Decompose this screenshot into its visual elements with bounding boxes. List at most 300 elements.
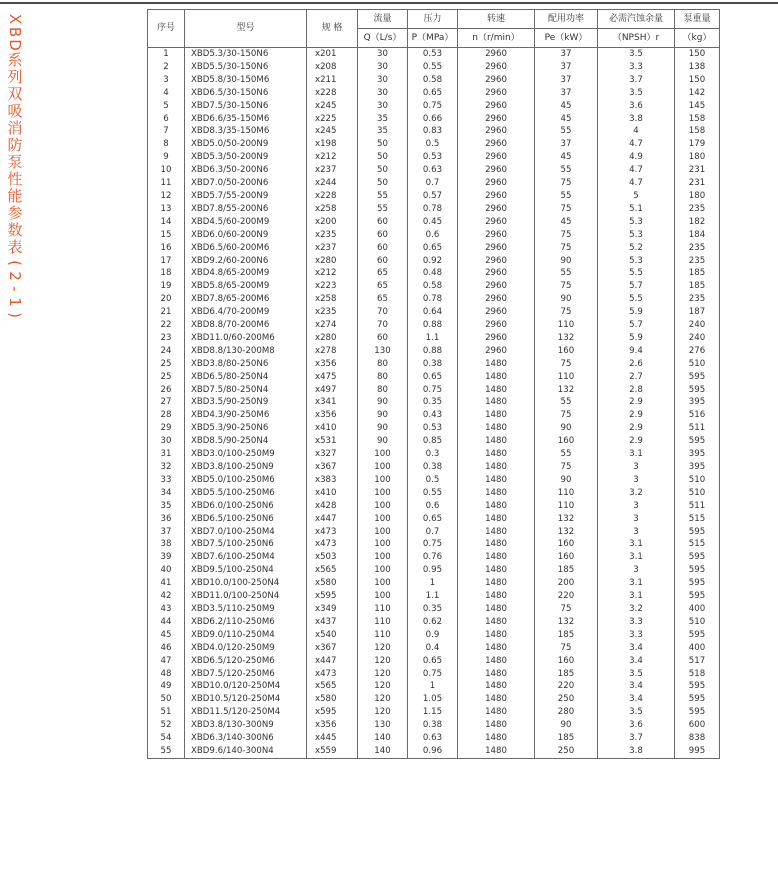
cell-power: 75 <box>535 358 598 371</box>
cell-power: 45 <box>535 100 598 113</box>
cell-weight: 595 <box>675 384 720 397</box>
header-weight: 泵重量 <box>675 10 720 29</box>
cell-weight: 180 <box>675 190 720 203</box>
cell-pressure: 0.3 <box>408 448 458 461</box>
cell-power: 110 <box>535 487 598 500</box>
table-row <box>148 706 720 719</box>
cell-spec: x208 <box>307 61 358 74</box>
side-title-char: B <box>6 26 24 38</box>
table-row <box>148 732 720 745</box>
cell-model: XBD7.8/55-200N6 <box>185 203 307 216</box>
cell-pressure: 1.1 <box>408 590 458 603</box>
cell-idx: 27 <box>148 396 185 409</box>
cell-npsh: 3.1 <box>598 551 675 564</box>
cell-speed: 2960 <box>458 74 535 87</box>
cell-speed: 1480 <box>458 526 535 539</box>
cell-spec: x280 <box>307 332 358 345</box>
cell-pressure: 0.75 <box>408 538 458 551</box>
cell-weight: 400 <box>675 642 720 655</box>
cell-weight: 235 <box>675 203 720 216</box>
cell-flow: 30 <box>358 74 408 87</box>
cell-model: XBD3.5/110-250M9 <box>185 603 307 616</box>
cell-spec: x475 <box>307 371 358 384</box>
cell-spec: x383 <box>307 474 358 487</box>
cell-power: 90 <box>535 293 598 306</box>
cell-npsh: 3.5 <box>598 87 675 100</box>
cell-speed: 2960 <box>458 100 535 113</box>
table-row <box>148 538 720 551</box>
cell-flow: 110 <box>358 629 408 642</box>
cell-speed: 1480 <box>458 732 535 745</box>
cell-npsh: 2.7 <box>598 371 675 384</box>
cell-spec: x228 <box>307 190 358 203</box>
cell-power: 110 <box>535 500 598 513</box>
cell-idx: 19 <box>148 280 185 293</box>
cell-idx: 55 <box>148 745 185 758</box>
header-pressure-unit: P（MPa） <box>408 29 458 48</box>
cell-flow: 90 <box>358 435 408 448</box>
side-title-char: X <box>6 13 24 25</box>
cell-model: XBD4.8/65-200M9 <box>185 267 307 280</box>
cell-power: 132 <box>535 526 598 539</box>
cell-pressure: 0.88 <box>408 345 458 358</box>
cell-pressure: 0.92 <box>408 255 458 268</box>
cell-weight: 395 <box>675 448 720 461</box>
cell-model: XBD9.5/100-250N4 <box>185 564 307 577</box>
cell-power: 90 <box>535 474 598 487</box>
cell-pressure: 0.88 <box>408 319 458 332</box>
side-title-char: 性 <box>7 170 23 188</box>
cell-model: XBD4.0/120-250M9 <box>185 642 307 655</box>
cell-power: 55 <box>535 267 598 280</box>
cell-pressure: 1.05 <box>408 693 458 706</box>
cell-spec: x447 <box>307 655 358 668</box>
cell-weight: 595 <box>675 564 720 577</box>
cell-speed: 1480 <box>458 590 535 603</box>
cell-speed: 1480 <box>458 706 535 719</box>
cell-npsh: 5.3 <box>598 229 675 242</box>
cell-speed: 1480 <box>458 577 535 590</box>
table-row <box>148 668 720 681</box>
cell-weight: 595 <box>675 371 720 384</box>
table-row <box>148 384 720 397</box>
cell-flow: 100 <box>358 474 408 487</box>
cell-npsh: 2.9 <box>598 396 675 409</box>
table-row <box>148 203 720 216</box>
table-row <box>148 125 720 138</box>
table-row <box>148 500 720 513</box>
cell-spec: x595 <box>307 706 358 719</box>
cell-weight: 187 <box>675 306 720 319</box>
cell-idx: 49 <box>148 680 185 693</box>
cell-spec: x356 <box>307 358 358 371</box>
cell-model: XBD5.0/50-200N9 <box>185 138 307 151</box>
cell-idx: 22 <box>148 319 185 332</box>
cell-flow: 110 <box>358 603 408 616</box>
cell-npsh: 5.9 <box>598 306 675 319</box>
cell-npsh: 3.1 <box>598 448 675 461</box>
header-model: 型号 <box>185 10 307 48</box>
table-row <box>148 345 720 358</box>
cell-speed: 2960 <box>458 203 535 216</box>
cell-spec: x349 <box>307 603 358 616</box>
cell-weight: 235 <box>675 255 720 268</box>
table-row <box>148 448 720 461</box>
cell-spec: x367 <box>307 642 358 655</box>
cell-spec: x258 <box>307 293 358 306</box>
cell-speed: 2960 <box>458 87 535 100</box>
cell-pressure: 0.65 <box>408 655 458 668</box>
cell-idx: 17 <box>148 255 185 268</box>
cell-speed: 1480 <box>458 448 535 461</box>
cell-speed: 1480 <box>458 422 535 435</box>
table-row <box>148 719 720 732</box>
cell-speed: 1480 <box>458 551 535 564</box>
table-header <box>148 10 720 48</box>
cell-idx: 20 <box>148 293 185 306</box>
table-row <box>148 216 720 229</box>
cell-model: XBD6.5/30-150N6 <box>185 87 307 100</box>
cell-power: 132 <box>535 513 598 526</box>
cell-power: 132 <box>535 384 598 397</box>
side-title-char: D <box>6 39 24 51</box>
cell-power: 132 <box>535 332 598 345</box>
side-title-char: ( <box>6 260 24 266</box>
table-row <box>148 642 720 655</box>
cell-weight: 510 <box>675 358 720 371</box>
cell-npsh: 3 <box>598 461 675 474</box>
cell-flow: 90 <box>358 422 408 435</box>
cell-flow: 60 <box>358 229 408 242</box>
table-row <box>148 616 720 629</box>
cell-npsh: 5.5 <box>598 293 675 306</box>
cell-idx: 14 <box>148 216 185 229</box>
cell-flow: 50 <box>358 151 408 164</box>
cell-spec: x410 <box>307 422 358 435</box>
cell-npsh: 3.7 <box>598 74 675 87</box>
cell-model: XBD3.8/100-250N9 <box>185 461 307 474</box>
cell-speed: 1480 <box>458 629 535 642</box>
cell-npsh: 3.3 <box>598 616 675 629</box>
cell-pressure: 0.55 <box>408 487 458 500</box>
table-row <box>148 267 720 280</box>
cell-power: 75 <box>535 280 598 293</box>
cell-power: 45 <box>535 113 598 126</box>
cell-speed: 2960 <box>458 61 535 74</box>
cell-spec: x473 <box>307 668 358 681</box>
cell-flow: 90 <box>358 409 408 422</box>
cell-npsh: 3.1 <box>598 590 675 603</box>
cell-flow: 30 <box>358 87 408 100</box>
cell-weight: 150 <box>675 74 720 87</box>
cell-flow: 140 <box>358 745 408 758</box>
cell-model: XBD3.5/90-250N9 <box>185 396 307 409</box>
cell-npsh: 5.7 <box>598 280 675 293</box>
cell-weight: 180 <box>675 151 720 164</box>
cell-idx: 32 <box>148 461 185 474</box>
cell-speed: 2960 <box>458 267 535 280</box>
cell-speed: 1480 <box>458 538 535 551</box>
cell-model: XBD6.5/60-200M6 <box>185 242 307 255</box>
cell-npsh: 3.7 <box>598 732 675 745</box>
cell-power: 185 <box>535 629 598 642</box>
header-idx: 序号 <box>148 10 185 48</box>
cell-spec: x410 <box>307 487 358 500</box>
cell-npsh: 4.9 <box>598 151 675 164</box>
cell-power: 90 <box>535 719 598 732</box>
cell-spec: x278 <box>307 345 358 358</box>
cell-npsh: 4.7 <box>598 177 675 190</box>
cell-weight: 182 <box>675 216 720 229</box>
cell-speed: 1480 <box>458 603 535 616</box>
cell-speed: 1480 <box>458 474 535 487</box>
cell-spec: x327 <box>307 448 358 461</box>
cell-pressure: 0.58 <box>408 280 458 293</box>
cell-flow: 100 <box>358 500 408 513</box>
cell-speed: 1480 <box>458 409 535 422</box>
cell-power: 75 <box>535 177 598 190</box>
cell-model: XBD7.5/120-250M6 <box>185 668 307 681</box>
cell-model: XBD5.8/30-150M6 <box>185 74 307 87</box>
cell-model: XBD6.3/50-200N6 <box>185 164 307 177</box>
cell-idx: 35 <box>148 500 185 513</box>
table-row <box>148 306 720 319</box>
cell-weight: 510 <box>675 474 720 487</box>
cell-spec: x235 <box>307 229 358 242</box>
cell-speed: 1480 <box>458 668 535 681</box>
cell-idx: 45 <box>148 629 185 642</box>
cell-weight: 179 <box>675 138 720 151</box>
cell-model: XBD9.6/140-300N4 <box>185 745 307 758</box>
cell-spec: x473 <box>307 526 358 539</box>
cell-npsh: 4.7 <box>598 164 675 177</box>
cell-weight: 158 <box>675 125 720 138</box>
side-title-char: 1 <box>6 297 24 307</box>
cell-model: XBD3.0/100-250M9 <box>185 448 307 461</box>
cell-weight: 838 <box>675 732 720 745</box>
cell-flow: 100 <box>358 526 408 539</box>
cell-speed: 2960 <box>458 190 535 203</box>
cell-pressure: 0.53 <box>408 48 458 61</box>
cell-power: 132 <box>535 616 598 629</box>
table-row <box>148 590 720 603</box>
header-flow-unit: Q（L/s） <box>358 29 408 48</box>
cell-model: XBD7.0/100-250M4 <box>185 526 307 539</box>
cell-speed: 1480 <box>458 371 535 384</box>
cell-spec: x225 <box>307 113 358 126</box>
cell-idx: 8 <box>148 138 185 151</box>
cell-npsh: 5.5 <box>598 267 675 280</box>
cell-flow: 120 <box>358 693 408 706</box>
cell-power: 185 <box>535 732 598 745</box>
cell-idx: 41 <box>148 577 185 590</box>
cell-model: XBD11.0/60-200M6 <box>185 332 307 345</box>
cell-idx: 47 <box>148 655 185 668</box>
cell-model: XBD5.0/100-250M6 <box>185 474 307 487</box>
cell-idx: 42 <box>148 590 185 603</box>
cell-model: XBD7.8/65-200M6 <box>185 293 307 306</box>
table-row <box>148 319 720 332</box>
cell-pressure: 0.64 <box>408 306 458 319</box>
cell-idx: 33 <box>148 474 185 487</box>
table-row <box>148 396 720 409</box>
cell-power: 75 <box>535 603 598 616</box>
cell-spec: x559 <box>307 745 358 758</box>
cell-spec: x200 <box>307 216 358 229</box>
cell-power: 160 <box>535 345 598 358</box>
cell-weight: 595 <box>675 526 720 539</box>
side-title-char: 2 <box>6 271 24 281</box>
cell-pressure: 0.75 <box>408 668 458 681</box>
cell-npsh: 5.3 <box>598 216 675 229</box>
cell-pressure: 0.65 <box>408 371 458 384</box>
table-row <box>148 151 720 164</box>
cell-pressure: 0.38 <box>408 358 458 371</box>
table-row <box>148 61 720 74</box>
cell-pressure: 0.65 <box>408 242 458 255</box>
cell-speed: 2960 <box>458 216 535 229</box>
table-row <box>148 332 720 345</box>
cell-flow: 70 <box>358 306 408 319</box>
cell-npsh: 2.8 <box>598 384 675 397</box>
cell-pressure: 0.53 <box>408 422 458 435</box>
cell-weight: 184 <box>675 229 720 242</box>
cell-power: 160 <box>535 655 598 668</box>
cell-flow: 65 <box>358 293 408 306</box>
cell-weight: 595 <box>675 551 720 564</box>
cell-npsh: 3 <box>598 500 675 513</box>
cell-weight: 235 <box>675 242 720 255</box>
side-title-char: ) <box>6 312 24 318</box>
cell-model: XBD7.5/80-250N4 <box>185 384 307 397</box>
cell-pressure: 0.95 <box>408 564 458 577</box>
cell-model: XBD10.5/120-250M4 <box>185 693 307 706</box>
table-row <box>148 358 720 371</box>
cell-pressure: 0.62 <box>408 616 458 629</box>
cell-flow: 55 <box>358 190 408 203</box>
table-row <box>148 551 720 564</box>
table-row <box>148 461 720 474</box>
cell-npsh: 3.2 <box>598 603 675 616</box>
cell-weight: 595 <box>675 629 720 642</box>
cell-speed: 1480 <box>458 680 535 693</box>
cell-flow: 55 <box>358 203 408 216</box>
cell-pressure: 0.55 <box>408 61 458 74</box>
cell-npsh: 3 <box>598 526 675 539</box>
cell-idx: 12 <box>148 190 185 203</box>
cell-model: XBD5.5/100-250M6 <box>185 487 307 500</box>
cell-npsh: 2.6 <box>598 358 675 371</box>
cell-power: 220 <box>535 680 598 693</box>
cell-idx: 43 <box>148 603 185 616</box>
cell-pressure: 0.63 <box>408 164 458 177</box>
cell-model: XBD10.0/100-250N4 <box>185 577 307 590</box>
header-weight-unit: （kg） <box>675 29 720 48</box>
cell-npsh: 9.4 <box>598 345 675 358</box>
cell-speed: 2960 <box>458 125 535 138</box>
cell-idx: 38 <box>148 538 185 551</box>
cell-power: 90 <box>535 422 598 435</box>
cell-power: 45 <box>535 216 598 229</box>
cell-npsh: 2.9 <box>598 422 675 435</box>
cell-speed: 1480 <box>458 655 535 668</box>
cell-spec: x258 <box>307 203 358 216</box>
cell-npsh: 4.7 <box>598 138 675 151</box>
cell-power: 37 <box>535 61 598 74</box>
cell-power: 110 <box>535 371 598 384</box>
cell-pressure: 0.76 <box>408 551 458 564</box>
cell-spec: x595 <box>307 590 358 603</box>
side-title-char: 吸 <box>7 102 23 120</box>
cell-speed: 1480 <box>458 461 535 474</box>
cell-spec: x565 <box>307 564 358 577</box>
cell-pressure: 0.7 <box>408 526 458 539</box>
cell-npsh: 3.5 <box>598 48 675 61</box>
cell-spec: x445 <box>307 732 358 745</box>
cell-pressure: 0.75 <box>408 384 458 397</box>
cell-power: 160 <box>535 435 598 448</box>
cell-weight: 510 <box>675 616 720 629</box>
cell-weight: 185 <box>675 280 720 293</box>
cell-model: XBD11.5/120-250M4 <box>185 706 307 719</box>
header-npsh-unit: （NPSH）r <box>598 29 675 48</box>
table-row <box>148 409 720 422</box>
cell-npsh: 3.6 <box>598 719 675 732</box>
cell-power: 250 <box>535 745 598 758</box>
cell-npsh: 3 <box>598 564 675 577</box>
cell-npsh: 3 <box>598 513 675 526</box>
cell-flow: 30 <box>358 48 408 61</box>
cell-idx: 48 <box>148 668 185 681</box>
cell-flow: 60 <box>358 255 408 268</box>
cell-spec: x245 <box>307 125 358 138</box>
cell-speed: 1480 <box>458 719 535 732</box>
cell-npsh: 5.3 <box>598 255 675 268</box>
cell-flow: 65 <box>358 280 408 293</box>
cell-idx: 15 <box>148 229 185 242</box>
cell-model: XBD5.5/30-150N6 <box>185 61 307 74</box>
cell-weight: 240 <box>675 332 720 345</box>
cell-pressure: 1 <box>408 680 458 693</box>
cell-pressure: 0.63 <box>408 732 458 745</box>
cell-pressure: 0.83 <box>408 125 458 138</box>
cell-model: XBD6.3/140-300N6 <box>185 732 307 745</box>
cell-spec: x198 <box>307 138 358 151</box>
cell-power: 75 <box>535 242 598 255</box>
cell-npsh: 5.2 <box>598 242 675 255</box>
cell-model: XBD5.3/50-200N9 <box>185 151 307 164</box>
cell-model: XBD9.2/60-200N6 <box>185 255 307 268</box>
cell-spec: x228 <box>307 87 358 100</box>
table-row <box>148 371 720 384</box>
cell-speed: 2960 <box>458 319 535 332</box>
side-title-char: 防 <box>7 136 23 154</box>
cell-flow: 130 <box>358 719 408 732</box>
cell-flow: 100 <box>358 590 408 603</box>
cell-spec: x280 <box>307 255 358 268</box>
cell-speed: 1480 <box>458 500 535 513</box>
cell-pressure: 0.48 <box>408 267 458 280</box>
cell-idx: 13 <box>148 203 185 216</box>
cell-weight: 515 <box>675 538 720 551</box>
cell-idx: 28 <box>148 409 185 422</box>
cell-flow: 120 <box>358 680 408 693</box>
table-row <box>148 513 720 526</box>
cell-spec: x274 <box>307 319 358 332</box>
cell-speed: 2960 <box>458 177 535 190</box>
cell-idx: 54 <box>148 732 185 745</box>
cell-flow: 100 <box>358 577 408 590</box>
